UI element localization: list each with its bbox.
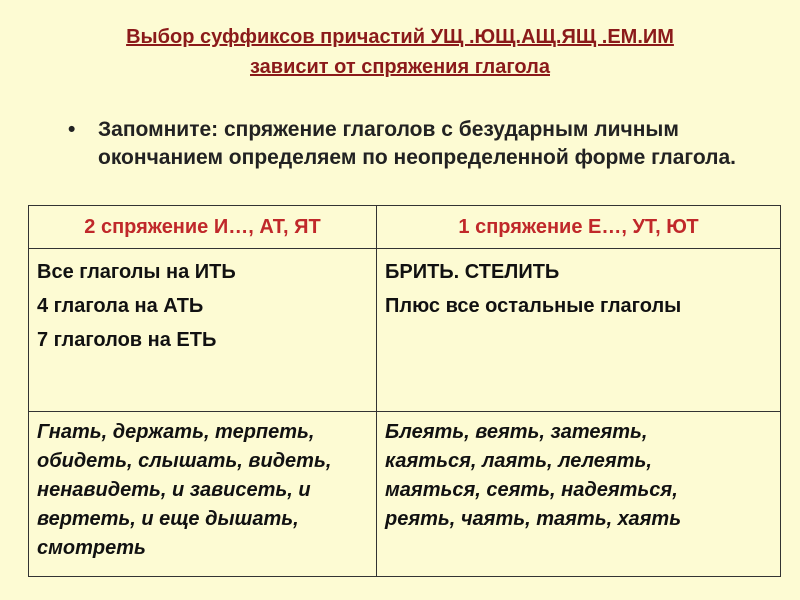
table-header-row [29, 206, 781, 249]
header-conjugation-2: 2 спряжение И…, АТ, ЯТ [29, 206, 377, 249]
exception-line: смотреть [37, 537, 146, 559]
exception-line: ненавидеть, и зависеть, и [37, 479, 311, 501]
cell-conjugation-1-exceptions [377, 412, 781, 577]
exception-line: Гнать, держать, терпеть, [37, 421, 315, 443]
table-row [29, 412, 781, 577]
cell-conjugation-2-rules [29, 249, 377, 412]
exception-line: вертеть, и еще дышать, [37, 508, 299, 530]
rule-line: 4 глагола на АТЬ [37, 295, 204, 317]
page-title [0, 22, 800, 82]
conjugation-table [28, 205, 781, 577]
rule-line: БРИТЬ. СТЕЛИТЬ [385, 261, 560, 283]
title-line-2: зависит от спряжения глагола [250, 56, 550, 78]
table-row [29, 249, 781, 412]
exception-line: каяться, лаять, лелеять, [385, 450, 652, 472]
cell-conjugation-2-exceptions [29, 412, 377, 577]
bullet-marker: • [68, 118, 76, 141]
exception-line: реять, чаять, таять, хаять [385, 508, 682, 530]
exception-line: маяться, сеять, надеяться, [385, 479, 678, 501]
rule-line: Плюс все остальные глаголы [385, 295, 682, 317]
bullet-item [68, 116, 768, 172]
exception-line: обидеть, слышать, видеть, [37, 450, 332, 472]
rule-line: 7 глаголов на ЕТЬ [37, 329, 217, 351]
title-line-1: Выбор суффиксов причастий УЩ .ЮЩ.АЩ.ЯЩ .ЕМ.ИМ [126, 26, 674, 48]
bullet-text: Запомните: спряжение глаголов с безударным личным окончанием определяем по неопределенной форме глагола. [98, 118, 737, 169]
exception-line: Блеять, веять, затеять, [385, 421, 648, 443]
rule-line: Все глаголы на ИТЬ [37, 261, 236, 283]
cell-conjugation-1-rules [377, 249, 781, 412]
header-conjugation-1: 1 спряжение Е…, УТ, ЮТ [377, 206, 781, 249]
